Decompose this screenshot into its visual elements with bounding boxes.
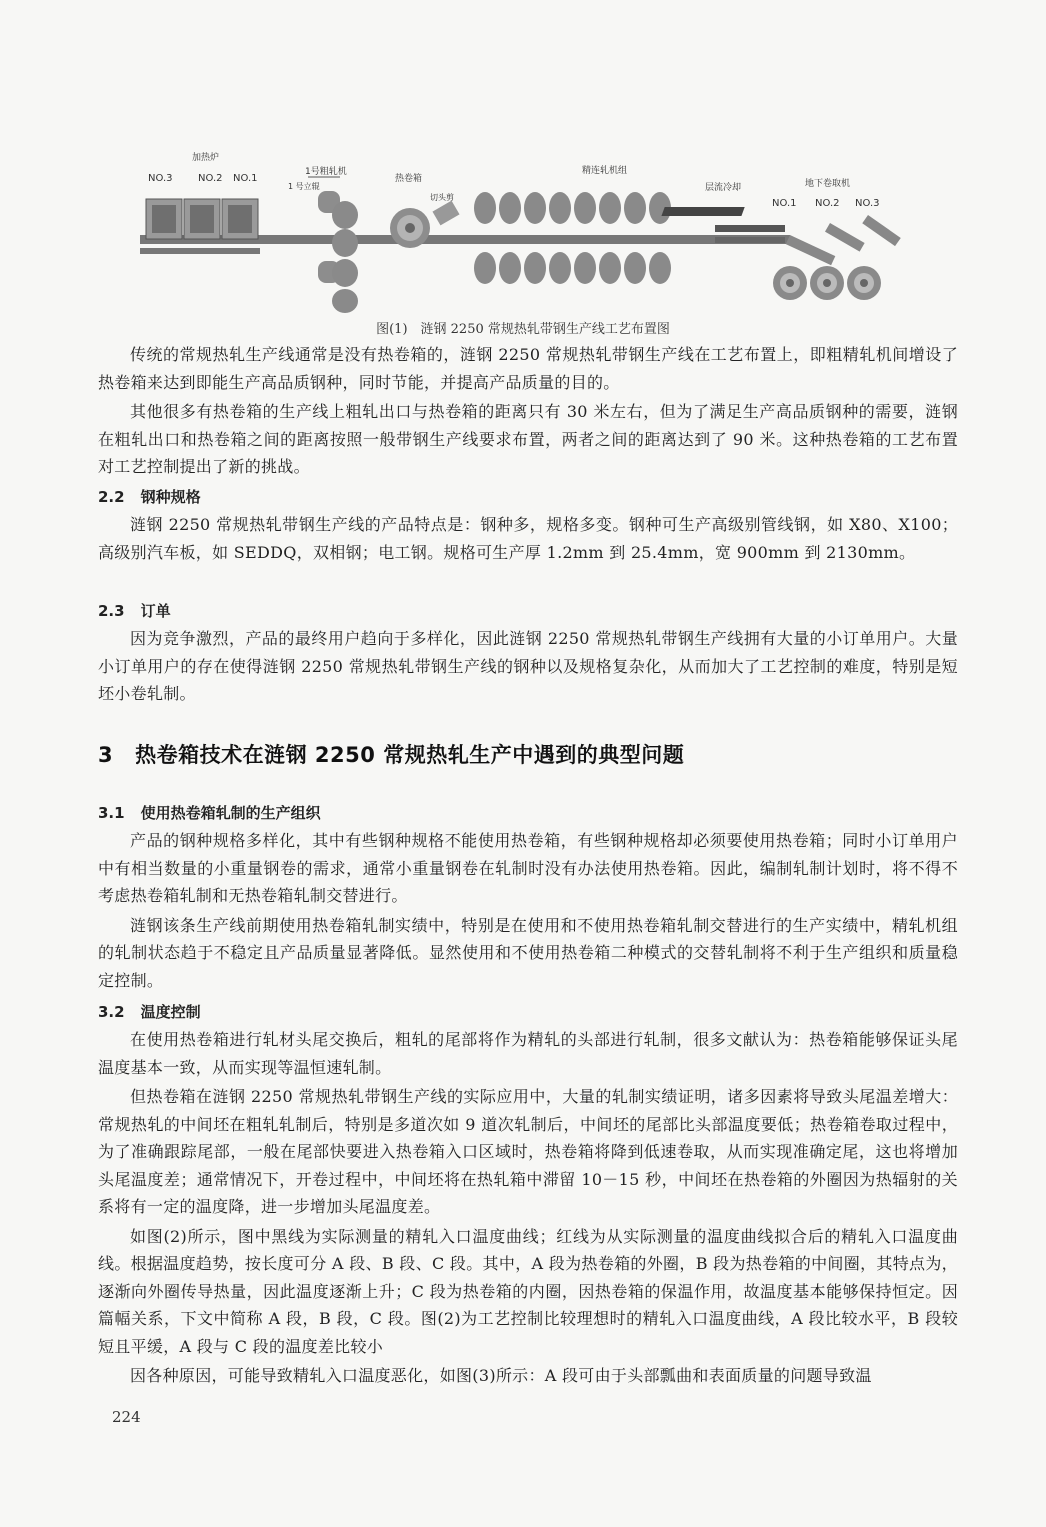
cooling-label: 层流冷却 [705,183,742,193]
coilbox-label: 热卷箱 [395,174,423,184]
section-2-2-heading [98,484,958,511]
page-number: 224 [112,1408,141,1426]
furnace-label: 加热炉 [192,153,220,163]
roughing-mill [318,191,358,313]
furnace-discharge-table [140,248,260,254]
finisher-label: 精连轧机组 [582,166,628,176]
section-3-1 [98,800,958,994]
figure-caption: 图(1) 涟钢 2250 常规热轧带钢生产线工艺布置图 [376,322,670,337]
coiler-no2-label: NO.2 [815,198,840,209]
coilers-label: 地下卷取机 [805,179,851,189]
section-3-2-number: 3.2 [98,1003,125,1021]
section-2-2-paragraph: 涟钢 2250 常规热轧带钢生产线的产品特点是：钢种多，规格多变。钢种可生产高级别管线钢，如 X80、X100；高级别汽车板，如 SEDDQ，双相钢；电工钢。规格可生产厚 1.2mm 到 25.4mm，宽 900mm 到 2130mm。 [98,515,958,562]
section-3-number: 3 [98,743,114,767]
section-3-title: 热卷箱技术在涟钢 2250 常规热轧生产中遇到的典型问题 [135,743,685,767]
production-line-figure [140,143,920,315]
section-2-2-title: 钢种规格 [140,488,201,506]
intro-paragraph-1: 传统的常规热轧生产线通常是没有热卷箱的，涟钢 2250 常规热轧带钢生产线在工艺布置上，即粗精轧机间增设了热卷箱来达到即能生产高品质钢种，同时节能，并提高产品质量的目的。 [98,345,958,392]
section-2-3-paragraph: 因为竞争激烈，产品的最终用户趋向于多样化，因此涟钢 2250 常规热轧带钢生产线拥有大量的小订单用户。大量小订单用户的存在使得涟钢 2250 常规热轧带钢生产线的钢种以及规格复杂化，从而加大了工艺控制的难度，特别是短坯小卷轧制。 [98,629,958,703]
rougher-label: 1号粗轧机 [305,167,347,177]
coiler-no1-label: NO.1 [772,198,797,209]
section-3-2-title: 温度控制 [140,1003,201,1021]
section-3-1-paragraph-2: 涟钢该条生产线前期使用热卷箱轧制实绩中，特别是在使用和不使用热卷箱轧制交替进行的生产实绩中，精轧机组的轧制状态趋于不稳定且产品质量显著降低。显然使用和不使用热卷箱二种模式的交替轧制将不利于生产组织和质量稳定控制。 [98,915,958,990]
down-coilers [773,215,901,300]
section-3-2-heading [98,999,958,1026]
section-3-2 [98,999,958,1390]
coiler-no3-label: NO.3 [855,198,880,209]
section-3-2-paragraph-3: 如图(2)所示，图中黑线为实际测量的精轧入口温度曲线；红线为从实际测量的温度曲线拟合后的精轧入口温度曲线。根据温度趋势，按长度可分 A 段、B 段、C 段。其中，A 段为热卷箱的外圈，B 段为热卷箱的中间圈，其特点为，逐渐向外圈传导热量，因此温度逐渐上升；C 段为热卷箱的内圈，因热卷箱的保温作用，故温度基本能够保持恒定。因篇幅关系，下文中简称 A 段，B 段，C 段。图(2)为工艺控制比较理想时的精轧入口温度曲线，A 段比较水平，B 段较短且平缓，A 段与 C 段的温度差比较小 [98,1226,958,1356]
section-3-2-paragraph-2: 但热卷箱在涟钢 2250 常规热轧带钢生产线的实际应用中，大量的轧制实绩证明，诸多因素将导致头尾温差增大：常规热轧的中间坯在粗轧轧制后，特别是多道次如 9 道次轧制后，中间坯的尾部比头部温度要低；热卷箱卷取过程中，为了准确跟踪尾部，一般在尾部快要进入热卷箱入口区域时，热卷箱将降到低速卷取，从而实现准确定尾，这也将增加头尾温度差；通常情况下，开卷过程中，中间坯将在热轧箱中滞留 10－15 秒，中间坯在热卷箱的外圈因为热辐射的关系将有一定的温度降，进一步增加头尾温度差。 [98,1087,958,1216]
furnace-no1-label: NO.1 [233,173,258,184]
section-3-2-paragraph-4: 因各种原因，可能导致精轧入口温度恶化，如图(3)所示：A 段可由于头部瓢曲和表面质量的问题导致温 [130,1366,872,1385]
shear-label: 切头剪 [430,193,454,202]
layout-diagram [140,143,920,315]
section-3-heading [98,740,958,770]
section-2-3-title: 订单 [140,602,171,620]
section-3-1-heading [98,800,958,827]
section-3-1-number: 3.1 [98,804,125,822]
furnace-no2-label: NO.2 [198,173,223,184]
intro-section [98,341,958,481]
section-3-1-title: 使用热卷箱轧制的生产组织 [140,804,321,822]
section-2-2-number: 2.2 [98,488,125,506]
section-3 [98,740,958,770]
section-2-2 [98,484,958,566]
section-3-1-paragraph-1: 产品的钢种规格多样化，其中有些钢种规格不能使用热卷箱，有些钢种规格却必须要使用热卷箱；同时小订单用户中有相当数量的小重量钢卷的需求，通常小重量钢卷在轧制时没有办法使用热卷箱。因此，编制轧制计划时，将不得不考虑热卷箱轧制和无热卷箱轧制交替进行。 [98,831,958,905]
section-2-3-number: 2.3 [98,602,125,620]
edger-label: 1 号立辊 [288,182,320,191]
intro-paragraph-2: 其他很多有热卷箱的生产线上粗轧出口与热卷箱的距离只有 30 米左右，但为了满足生产高品质钢种的需要，涟钢在粗轧出口和热卷箱之间的距离按照一般带钢生产线要求布置，两者之间的距离达到了 90 米。这种热卷箱的工艺布置对工艺控制提出了新的挑战。 [98,402,958,476]
section-2-3 [98,598,958,708]
furnace-no3-label: NO.3 [148,173,173,184]
section-2-3-heading [98,598,958,625]
reheating-furnaces [146,199,258,239]
section-3-2-paragraph-1: 在使用热卷箱进行轧材头尾交换后，粗轧的尾部将作为精轧的头部进行轧制，很多文献认为：热卷箱能够保证头尾温度基本一致，从而实现等温恒速轧制。 [98,1030,958,1077]
